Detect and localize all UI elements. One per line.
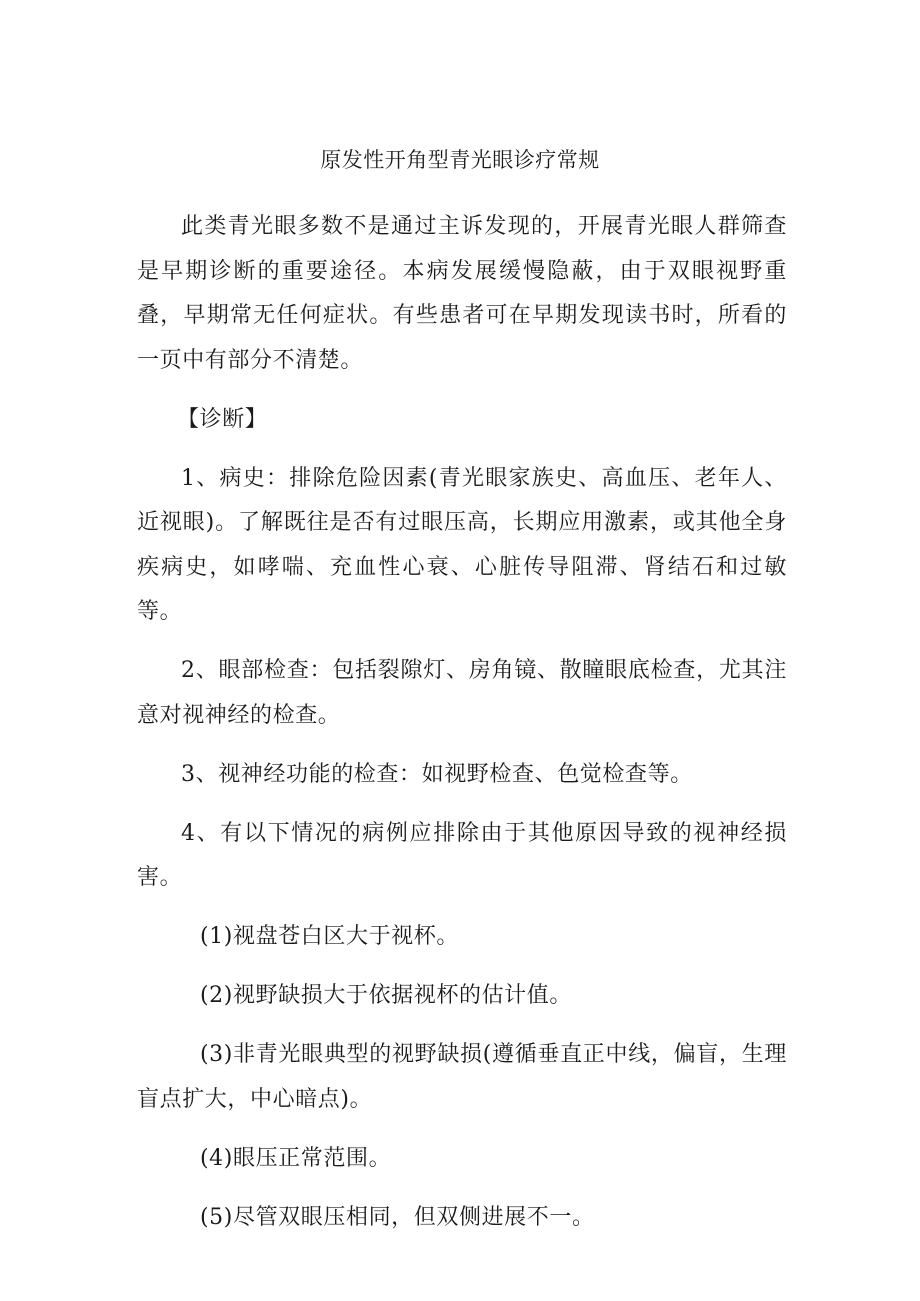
diagnosis-item-exclusion: 4、有以下情况的病例应排除由于其他原因导致的视神经损害。 — [137, 820, 787, 890]
diagnosis-item-optic-nerve-function: 3、视神经功能的检查：如视野检查、色觉检查等。 — [181, 761, 693, 787]
diagnosis-item-history: 1、病史：排除危险因素(青光眼家族史、高血压、老年人、近视眼)。了解既往是否有过眼压高，长期应用激素，或其他全身疾病史，如哮喘、充血性心衰、心脏传导阻滞、肾结石和过敏等。 — [137, 465, 787, 624]
document-body — [137, 205, 787, 1255]
diagnosis-item-eye-exam: 2、眼部检查：包括裂隙灯、房角镜、散瞳眼底检查，尤其注意对视神经的检查。 — [137, 658, 787, 728]
exclusion-sub-item-2: (2)视野缺损大于依据视杯的估计值。 — [200, 983, 572, 1008]
section-heading-diagnosis: 【诊断】 — [177, 406, 268, 432]
exclusion-sub-item-1: (1)视盘苍白区大于视杯。 — [200, 924, 459, 949]
exclusion-sub-item-4: (4)眼压正常范围。 — [200, 1145, 392, 1171]
document-title: 原发性开角型青光眼诊疗常规 — [320, 148, 600, 172]
intro-paragraph: 此类青光眼多数不是通过主诉发现的，开展青光眼人群筛查是早期诊断的重要途径。本病发展缓慢隐蔽，由于双眼视野重叠，早期常无任何症状。有些患者可在早期发现读书时，所看的一页中有部分不清楚。 — [137, 214, 787, 373]
exclusion-sub-item-3: (3)非青光眼典型的视野缺损(遵循垂直正中线，偏盲，生理盲点扩大，中心暗点)。 — [137, 1042, 787, 1112]
exclusion-sub-item-5: (5)尽管双眼压相同，但双侧进展不一。 — [200, 1204, 595, 1230]
